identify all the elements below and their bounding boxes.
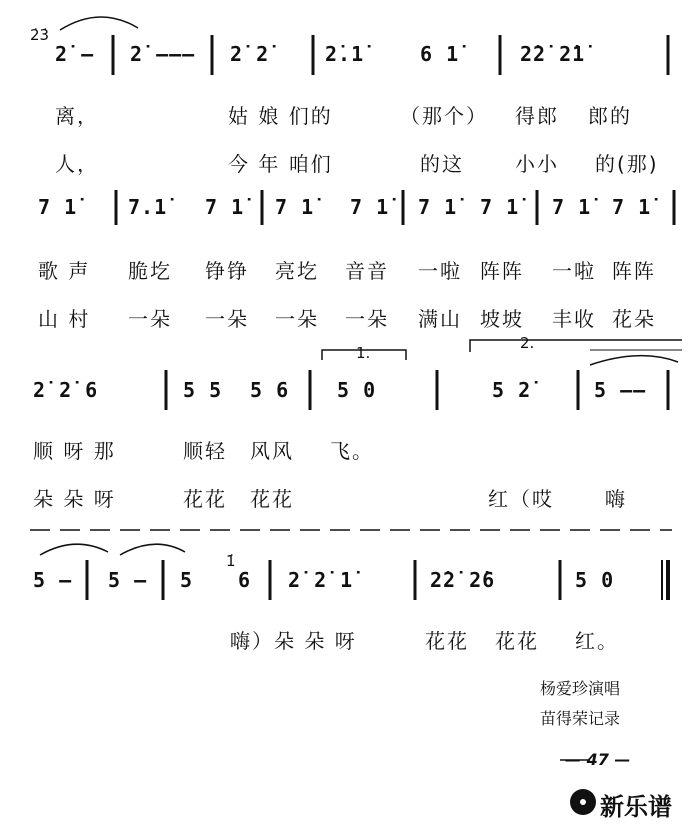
lyric-1-3: （那个） [400,104,488,128]
r2-m2a-notes: 7.1̇ [128,195,168,219]
lyric-2-1: 人， [55,152,99,176]
grace-note: 2̇3̇ [30,26,50,44]
r2-m3a-notes: 7 1̇ [275,195,315,219]
measure-2-notes: 2̇ ——— [130,42,196,66]
lyric-2-5: 的(那) [595,152,659,176]
r2-lyric2-1: 山 村 [38,307,91,331]
brand-logo [570,785,694,819]
r2-m4b-notes: 7 1̇ [480,195,520,219]
r2-lyric2-2: 一朵 [128,307,172,331]
grace-note-2: 1̇ [226,552,236,570]
measure-5-notes: 2̇2̇ 2̇1̇ [520,42,586,66]
r3-m1-notes: 2̇ 2̇ 6 [33,378,99,402]
music-disc-icon [570,789,596,815]
r2-lyric2-9: 花朵 [612,307,656,331]
r3-lyric2-4: 红（哎 [488,487,554,511]
page-number: — 47 — [565,750,631,769]
r4-m3b-notes: 6 [238,568,252,592]
r2-lyric2-4: 一朵 [275,307,319,331]
r2-lyric-7: 阵阵 [480,259,524,283]
r2-m5b-notes: 7 1̇ [612,195,652,219]
r2-m3b-notes: 7 1̇ [350,195,390,219]
r2-lyric-6: 一啦 [418,259,462,283]
r3-lyric-1: 顺 呀 那 [33,439,116,463]
r2-lyric2-5: 一朵 [345,307,389,331]
r2-lyric-1: 歌 声 [38,259,91,283]
r3-lyric2-1: 朵 朵 呀 [33,487,116,511]
lyric-1-2: 姑 娘 们的 [228,104,333,128]
r4-m3a-notes: 5 [180,568,194,592]
r2-lyric2-3: 一朵 [205,307,249,331]
r3-m3-notes: 5 0 [337,378,377,402]
measure-4b-notes: 6 1̇ [420,42,460,66]
lyric-1-1: 离， [55,104,99,128]
r2-lyric-4: 亮圪 [275,259,319,283]
r2-m1-notes: 7 1̇ [38,195,78,219]
recorder-credit: 苗得荣记录 [540,709,621,728]
volta-1-label: 1. [356,344,371,362]
r4-lyric-2: 花花 [425,629,469,653]
measure-4a-notes: 2̇.1̇ [325,42,365,66]
r4-m2-notes: 5 — [108,568,148,592]
lyric-1-4: 得郎 [515,104,559,128]
r4-m4-notes: 2̇ 2̇ 1̇ [288,568,354,592]
r4-lyric-1: 嗨）朵 朵 呀 [230,629,357,653]
r2-m4a-notes: 7 1̇ [418,195,458,219]
lyric-2-2: 今 年 咱们 [228,152,333,176]
r3-lyric-4: 飞。 [330,439,374,463]
r4-m1-notes: 5 — [33,568,73,592]
lyric-1-5: 郎的 [588,104,632,128]
r2-lyric2-8: 丰收 [552,307,596,331]
measure-1-notes: 2̇ — [55,42,95,66]
r2-lyric-2: 脆圪 [128,259,172,283]
measure-3-notes: 2̇ 2̇ [230,42,270,66]
r3-lyric2-3: 花花 [250,487,294,511]
r3-m5-notes: 5 —— [594,378,647,402]
r4-lyric-3: 花花 [495,629,539,653]
r3-m2a-notes: 5 5 [183,378,223,402]
r3-m2b-notes: 5 6 [250,378,290,402]
r2-lyric2-7: 坡坡 [480,307,524,331]
r2-lyric-9: 阵阵 [612,259,656,283]
r3-lyric2-5: 嗨 [605,487,627,511]
r4-m5-notes: 2̇2̇ 2̇6 [430,568,496,592]
brand-name: 新乐谱 [600,793,672,821]
r2-m2b-notes: 7 1̇ [205,195,245,219]
r2-m5a-notes: 7 1̇ [552,195,592,219]
r3-lyric2-2: 花花 [183,487,227,511]
r4-lyric-4: 红。 [575,629,619,653]
r3-lyric-3: 风风 [250,439,294,463]
r2-lyric-3: 铮铮 [205,259,249,283]
volta-2-label: 2. [520,334,535,352]
lyric-2-3: 的这 [420,152,464,176]
r2-lyric-5: 音音 [345,259,389,283]
r3-lyric-2: 顺轻 [183,439,227,463]
lyric-2-4: 小小 [515,152,559,176]
r4-m6-notes: 5 0 [575,568,615,592]
singer-credit: 杨爱珍演唱 [540,679,621,698]
r2-lyric2-6: 满山 [418,307,462,331]
r2-lyric-8: 一啦 [552,259,596,283]
r3-m4-notes: 5 2̇ [492,378,532,402]
